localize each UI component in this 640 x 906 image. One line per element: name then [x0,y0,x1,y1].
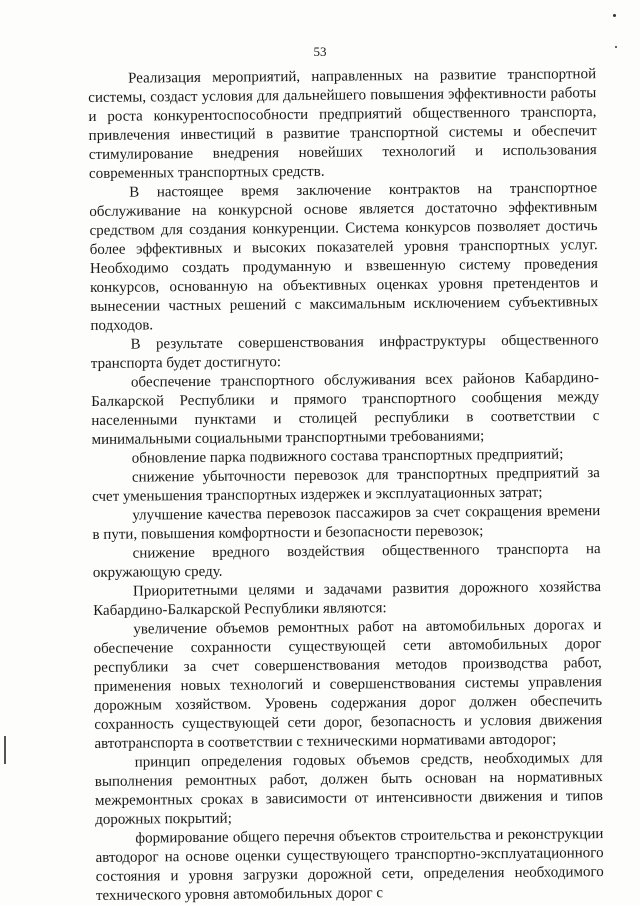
list-item-fleet-renewal: обновление парка подвижного состава транспортных предприятий; [131,446,564,467]
scan-speck [613,14,616,17]
list-item-environmental-impact: снижение вредного воздействия общественного транспорта на окружающую среду. [92,541,601,581]
paragraph-transport-measures: Реализация мероприятий, направленных на развитие транспортной системы, создаст условия для дальнейшего повышения эффективности работы и роста конкурентоспособности предприятий общественного транспорта, привлечения инвестиций в развитие транспортной системы и обеспечит стимулирование внедрения новейших технологий и использования современных транспортных средств. [88,66,597,182]
list-item-loss-reduction: снижение убыточности перевозок для транспортных предприятий за счет уменьшения транспортных издержек и эксплуатационных затрат; [92,465,600,505]
list-item-repair-volume: увеличение объемов ремонтных работ на автомобильных дорогах и обеспечение сохранности существующей сети автомобильных дорог республики за счет совершенствования методов производства работ, применения новых технологий и совершенствования системы управления дорожным хозяйством. Уровень содержания дорог должен обеспечить сохранность существующей сети дорог, безопасность и условия движения автотранспорта в соответствии с техническими нормативами автодорог; [93,617,603,752]
list-item-construction-list: формирование общего перечня объектов строительства и реконструкции автодорог на основе оценки существующего транспортно-эксплуатационного состояния и уровня загрузки дорожной сети, определения необходимого технического уровня автомобильных дорог с [95,826,604,904]
list-item-transport-coverage: обеспечение транспортного обслуживания всех районов Кабардино-Балкарской Республики и прямого транспортного сообщения между населенными пунктами и столицей республики в соответствии с минимальными социальными транспортными требованиями; [91,370,600,448]
list-item-quality-improvement: улучшение качества перевозок пассажиров за счет сокращения времени в пути, повышения комфортности и безопасности перевозок; [92,503,601,543]
paragraph-competitive-contracts: В настоящее время заключение контрактов на транспортное обслуживание на конкурсной основе является достаточно эффективным средством для создания конкуренции. Система конкурсов позволяет достичь более эффективных и высоких показателей уровня транспортных услуг. Необходимо создать продуманную и взвешенную систему проведения конкурсов, основанную на объективных оценках уровня претендентов и вынесении частных решений с максимальным исключением субъективных подходов. [89,180,599,334]
body-text [88,65,604,906]
scan-binder-mark [4,736,6,764]
paragraph-infrastructure-results: В результате совершенствования инфраструктуры общественного транспорта будет достигнуто: [90,332,599,372]
list-item-funding-principle: принцип определения годовых объемов средств, необходимых для выполнения ремонтных работ, должен быть основан на нормативных межремонтных сроках в зависимости от интенсивности движения и типов дорожных покрытий; [94,750,604,828]
scan-speck [615,46,617,48]
paragraph-road-priorities: Приоритетными целями и задачами развития дорожного хозяйства Кабардино-Балкарской Республики являются: [93,579,602,619]
page-number: 53 [313,44,327,59]
